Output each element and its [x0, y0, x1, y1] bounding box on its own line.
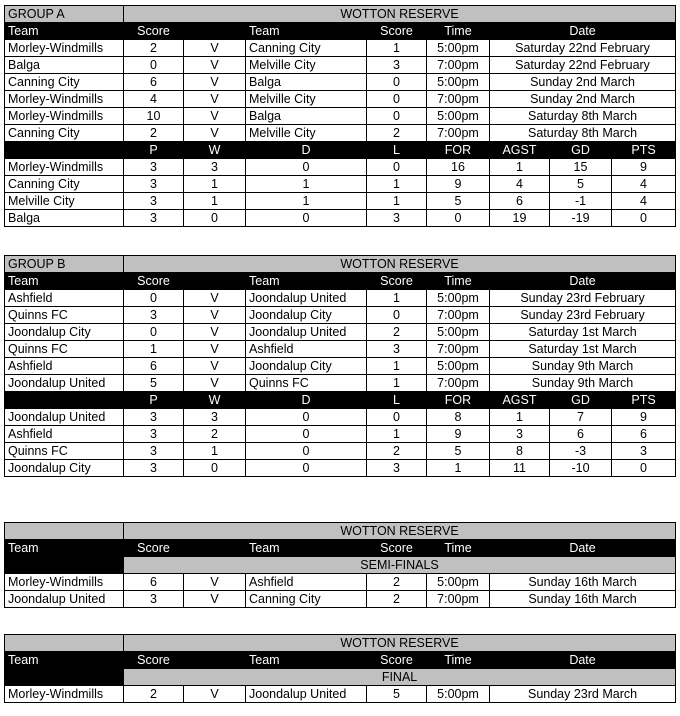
- kickoff-time: 7:00pm: [427, 375, 490, 392]
- col-time: Time: [427, 540, 490, 557]
- home-team: Quinns FC: [5, 307, 124, 324]
- fixture-row: [5, 324, 676, 341]
- lost: 0: [367, 409, 427, 426]
- col-lost: L: [367, 392, 427, 409]
- match-date: Sunday 23rd February: [490, 290, 676, 307]
- played: 3: [124, 159, 184, 176]
- won: 1: [184, 193, 246, 210]
- kickoff-time: 7:00pm: [427, 91, 490, 108]
- drawn: 0: [246, 210, 367, 227]
- points: 9: [612, 409, 676, 426]
- versus: V: [184, 358, 246, 375]
- group-b-table: [4, 255, 676, 477]
- match-date: Sunday 23rd March: [490, 686, 676, 703]
- points: 4: [612, 193, 676, 210]
- fixture-row: [5, 57, 676, 74]
- won: 0: [184, 210, 246, 227]
- goals-for: 8: [427, 409, 490, 426]
- match-date: Saturday 1st March: [490, 341, 676, 358]
- goal-diff: 15: [550, 159, 612, 176]
- standings-row: [5, 193, 676, 210]
- semis-title-row: [5, 523, 676, 540]
- match-date: Saturday 8th March: [490, 108, 676, 125]
- team-name: Joondalup United: [5, 409, 124, 426]
- played: 3: [124, 210, 184, 227]
- away-team: Joondalup United: [246, 686, 367, 703]
- home-score: 0: [124, 57, 184, 74]
- goal-diff: 6: [550, 426, 612, 443]
- played: 3: [124, 443, 184, 460]
- home-team: Joondalup City: [5, 324, 124, 341]
- fixture-row: [5, 375, 676, 392]
- group-a-venue: WOTTON RESERVE: [124, 6, 676, 23]
- drawn: 0: [246, 443, 367, 460]
- col-goal-diff: GD: [550, 392, 612, 409]
- fixture-row: [5, 40, 676, 57]
- match-date: Sunday 2nd March: [490, 91, 676, 108]
- col-time: Time: [427, 652, 490, 669]
- team-name: Morley-Windmills: [5, 159, 124, 176]
- kickoff-time: 5:00pm: [427, 358, 490, 375]
- won: 0: [184, 460, 246, 477]
- col-for: FOR: [427, 392, 490, 409]
- home-score: 0: [124, 290, 184, 307]
- versus: V: [184, 57, 246, 74]
- points: 0: [612, 460, 676, 477]
- goal-diff: -10: [550, 460, 612, 477]
- away-score: 2: [367, 125, 427, 142]
- away-team: Balga: [246, 108, 367, 125]
- standings-row: [5, 176, 676, 193]
- lost: 3: [367, 460, 427, 477]
- lost: 0: [367, 159, 427, 176]
- away-team: Joondalup City: [246, 307, 367, 324]
- goal-diff: -1: [550, 193, 612, 210]
- away-team: Joondalup United: [246, 290, 367, 307]
- drawn: 1: [246, 176, 367, 193]
- points: 9: [612, 159, 676, 176]
- versus: V: [184, 74, 246, 91]
- goals-against: 19: [490, 210, 550, 227]
- goal-diff: -3: [550, 443, 612, 460]
- fixture-row: [5, 591, 676, 608]
- home-score: 6: [124, 574, 184, 591]
- group-b-title-row: [5, 256, 676, 273]
- col-drawn: D: [246, 142, 367, 159]
- fixture-row: [5, 290, 676, 307]
- final-venue: WOTTON RESERVE: [124, 635, 676, 652]
- home-score: 10: [124, 108, 184, 125]
- fixture-row: [5, 574, 676, 591]
- away-team: Canning City: [246, 40, 367, 57]
- home-team: Morley-Windmills: [5, 686, 124, 703]
- col-date: Date: [490, 652, 676, 669]
- col-played: P: [124, 142, 184, 159]
- home-score: 2: [124, 40, 184, 57]
- home-score: 5: [124, 375, 184, 392]
- away-score: 0: [367, 108, 427, 125]
- points: 0: [612, 210, 676, 227]
- final-header: [5, 652, 676, 669]
- kickoff-time: 5:00pm: [427, 108, 490, 125]
- away-score: 1: [367, 40, 427, 57]
- group-b-title: GROUP B: [5, 256, 124, 273]
- away-team: Canning City: [246, 591, 367, 608]
- kickoff-time: 7:00pm: [427, 125, 490, 142]
- col-score2: Score: [367, 652, 427, 669]
- col-time: Time: [427, 23, 490, 40]
- lost: 1: [367, 426, 427, 443]
- drawn: 0: [246, 460, 367, 477]
- col-time: Time: [427, 273, 490, 290]
- goal-diff: -19: [550, 210, 612, 227]
- versus: V: [184, 40, 246, 57]
- fixture-row: [5, 91, 676, 108]
- fixture-row: [5, 686, 676, 703]
- group-b-venue: WOTTON RESERVE: [124, 256, 676, 273]
- col-team2: Team: [246, 23, 367, 40]
- versus: V: [184, 125, 246, 142]
- away-team: Ashfield: [246, 341, 367, 358]
- versus: V: [184, 341, 246, 358]
- goals-against: 8: [490, 443, 550, 460]
- col-points: PTS: [612, 392, 676, 409]
- home-score: 6: [124, 74, 184, 91]
- away-team: Melville City: [246, 91, 367, 108]
- team-name: Canning City: [5, 176, 124, 193]
- won: 3: [184, 159, 246, 176]
- versus: V: [184, 307, 246, 324]
- col-won: W: [184, 142, 246, 159]
- home-team: Canning City: [5, 125, 124, 142]
- final-title: [5, 635, 124, 652]
- match-date: Sunday 16th March: [490, 591, 676, 608]
- home-score: 2: [124, 125, 184, 142]
- goals-for: 1: [427, 460, 490, 477]
- versus: V: [184, 574, 246, 591]
- fixture-row: [5, 341, 676, 358]
- semis-venue: WOTTON RESERVE: [124, 523, 676, 540]
- home-team: Balga: [5, 57, 124, 74]
- home-score: 4: [124, 91, 184, 108]
- home-team: Morley-Windmills: [5, 91, 124, 108]
- col-team2: Team: [246, 652, 367, 669]
- goals-against: 3: [490, 426, 550, 443]
- home-team: Ashfield: [5, 358, 124, 375]
- away-team: Ashfield: [246, 574, 367, 591]
- played: 3: [124, 409, 184, 426]
- col-team: Team: [5, 540, 124, 557]
- col-date: Date: [490, 540, 676, 557]
- col-date: Date: [490, 273, 676, 290]
- goal-diff: 5: [550, 176, 612, 193]
- fixture-row: [5, 125, 676, 142]
- kickoff-time: 7:00pm: [427, 591, 490, 608]
- versus: V: [184, 91, 246, 108]
- home-score: 3: [124, 591, 184, 608]
- semi-finals-table: [4, 522, 676, 608]
- group-b-standings-header: [5, 392, 676, 409]
- away-team: Melville City: [246, 125, 367, 142]
- lost: 2: [367, 443, 427, 460]
- match-date: Saturday 8th March: [490, 125, 676, 142]
- col-team2: Team: [246, 273, 367, 290]
- home-score: 2: [124, 686, 184, 703]
- col-score2: Score: [367, 23, 427, 40]
- away-score: 1: [367, 358, 427, 375]
- final-title-row: [5, 635, 676, 652]
- col-drawn: D: [246, 392, 367, 409]
- away-team: Melville City: [246, 57, 367, 74]
- drawn: 0: [246, 426, 367, 443]
- col-team: Team: [5, 652, 124, 669]
- col-date: Date: [490, 23, 676, 40]
- played: 3: [124, 460, 184, 477]
- col-score: Score: [124, 652, 184, 669]
- home-team: Morley-Windmills: [5, 108, 124, 125]
- group-a-title: GROUP A: [5, 6, 124, 23]
- match-date: Saturday 22nd February: [490, 57, 676, 74]
- kickoff-time: 5:00pm: [427, 324, 490, 341]
- col-team: Team: [5, 23, 124, 40]
- standings-row: [5, 460, 676, 477]
- played: 3: [124, 176, 184, 193]
- away-score: 1: [367, 375, 427, 392]
- match-date: Sunday 23rd February: [490, 307, 676, 324]
- fixture-row: [5, 108, 676, 125]
- match-date: Saturday 1st March: [490, 324, 676, 341]
- kickoff-time: 5:00pm: [427, 40, 490, 57]
- points: 6: [612, 426, 676, 443]
- home-team: Ashfield: [5, 290, 124, 307]
- away-team: Joondalup City: [246, 358, 367, 375]
- team-name: Melville City: [5, 193, 124, 210]
- semis-title: [5, 523, 124, 540]
- col-won: W: [184, 392, 246, 409]
- final-round-row: [5, 669, 676, 686]
- standings-row: [5, 426, 676, 443]
- home-team: Joondalup United: [5, 591, 124, 608]
- goals-for: 9: [427, 426, 490, 443]
- round-label: SEMI-FINALS: [124, 557, 676, 574]
- fixture-row: [5, 358, 676, 375]
- col-played: P: [124, 392, 184, 409]
- goal-diff: 7: [550, 409, 612, 426]
- group-a-title-row: [5, 6, 676, 23]
- lost: 3: [367, 210, 427, 227]
- won: 1: [184, 443, 246, 460]
- col-team: Team: [5, 273, 124, 290]
- versus: V: [184, 591, 246, 608]
- away-score: 2: [367, 324, 427, 341]
- goals-for: 0: [427, 210, 490, 227]
- won: 2: [184, 426, 246, 443]
- goals-against: 11: [490, 460, 550, 477]
- home-team: Morley-Windmills: [5, 40, 124, 57]
- lost: 1: [367, 193, 427, 210]
- col-score: Score: [124, 23, 184, 40]
- away-score: 0: [367, 91, 427, 108]
- home-team: Morley-Windmills: [5, 574, 124, 591]
- col-lost: L: [367, 142, 427, 159]
- match-date: Sunday 9th March: [490, 358, 676, 375]
- col-goal-diff: GD: [550, 142, 612, 159]
- semis-round-row: [5, 557, 676, 574]
- match-date: Sunday 16th March: [490, 574, 676, 591]
- won: 1: [184, 176, 246, 193]
- kickoff-time: 5:00pm: [427, 290, 490, 307]
- points: 3: [612, 443, 676, 460]
- kickoff-time: 5:00pm: [427, 686, 490, 703]
- goals-for: 5: [427, 443, 490, 460]
- col-score: Score: [124, 540, 184, 557]
- away-score: 1: [367, 290, 427, 307]
- col-for: FOR: [427, 142, 490, 159]
- away-score: 2: [367, 591, 427, 608]
- versus: V: [184, 324, 246, 341]
- versus: V: [184, 108, 246, 125]
- drawn: 1: [246, 193, 367, 210]
- group-a-table: [4, 5, 676, 227]
- versus: V: [184, 686, 246, 703]
- home-score: 0: [124, 324, 184, 341]
- col-team2: Team: [246, 540, 367, 557]
- goals-for: 16: [427, 159, 490, 176]
- versus: V: [184, 290, 246, 307]
- away-score: 0: [367, 74, 427, 91]
- col-points: PTS: [612, 142, 676, 159]
- away-team: Joondalup United: [246, 324, 367, 341]
- group-b-fixture-header: [5, 273, 676, 290]
- goals-against: 6: [490, 193, 550, 210]
- lost: 1: [367, 176, 427, 193]
- standings-row: [5, 210, 676, 227]
- away-score: 0: [367, 307, 427, 324]
- kickoff-time: 7:00pm: [427, 57, 490, 74]
- match-date: Sunday 2nd March: [490, 74, 676, 91]
- played: 3: [124, 193, 184, 210]
- team-name: Joondalup City: [5, 460, 124, 477]
- kickoff-time: 5:00pm: [427, 574, 490, 591]
- team-name: Ashfield: [5, 426, 124, 443]
- team-name: Quinns FC: [5, 443, 124, 460]
- away-score: 3: [367, 341, 427, 358]
- round-label: FINAL: [124, 669, 676, 686]
- home-score: 1: [124, 341, 184, 358]
- group-a-standings-header: [5, 142, 676, 159]
- drawn: 0: [246, 409, 367, 426]
- match-date: Sunday 9th March: [490, 375, 676, 392]
- goals-against: 1: [490, 409, 550, 426]
- away-team: Balga: [246, 74, 367, 91]
- goals-for: 9: [427, 176, 490, 193]
- semis-header: [5, 540, 676, 557]
- away-score: 5: [367, 686, 427, 703]
- team-name: Balga: [5, 210, 124, 227]
- kickoff-time: 7:00pm: [427, 307, 490, 324]
- versus: V: [184, 375, 246, 392]
- away-score: 3: [367, 57, 427, 74]
- col-against: AGST: [490, 142, 550, 159]
- goals-against: 4: [490, 176, 550, 193]
- standings-row: [5, 409, 676, 426]
- match-date: Saturday 22nd February: [490, 40, 676, 57]
- col-against: AGST: [490, 392, 550, 409]
- points: 4: [612, 176, 676, 193]
- home-team: Joondalup United: [5, 375, 124, 392]
- final-table: [4, 634, 676, 703]
- home-score: 3: [124, 307, 184, 324]
- kickoff-time: 7:00pm: [427, 341, 490, 358]
- drawn: 0: [246, 159, 367, 176]
- goals-for: 5: [427, 193, 490, 210]
- col-score2: Score: [367, 273, 427, 290]
- fixture-row: [5, 74, 676, 91]
- kickoff-time: 5:00pm: [427, 74, 490, 91]
- col-score2: Score: [367, 540, 427, 557]
- played: 3: [124, 426, 184, 443]
- standings-row: [5, 443, 676, 460]
- col-score: Score: [124, 273, 184, 290]
- home-team: Canning City: [5, 74, 124, 91]
- away-team: Quinns FC: [246, 375, 367, 392]
- home-team: Quinns FC: [5, 341, 124, 358]
- won: 3: [184, 409, 246, 426]
- goals-against: 1: [490, 159, 550, 176]
- standings-row: [5, 159, 676, 176]
- group-a-fixture-header: [5, 23, 676, 40]
- away-score: 2: [367, 574, 427, 591]
- home-score: 6: [124, 358, 184, 375]
- fixture-row: [5, 307, 676, 324]
